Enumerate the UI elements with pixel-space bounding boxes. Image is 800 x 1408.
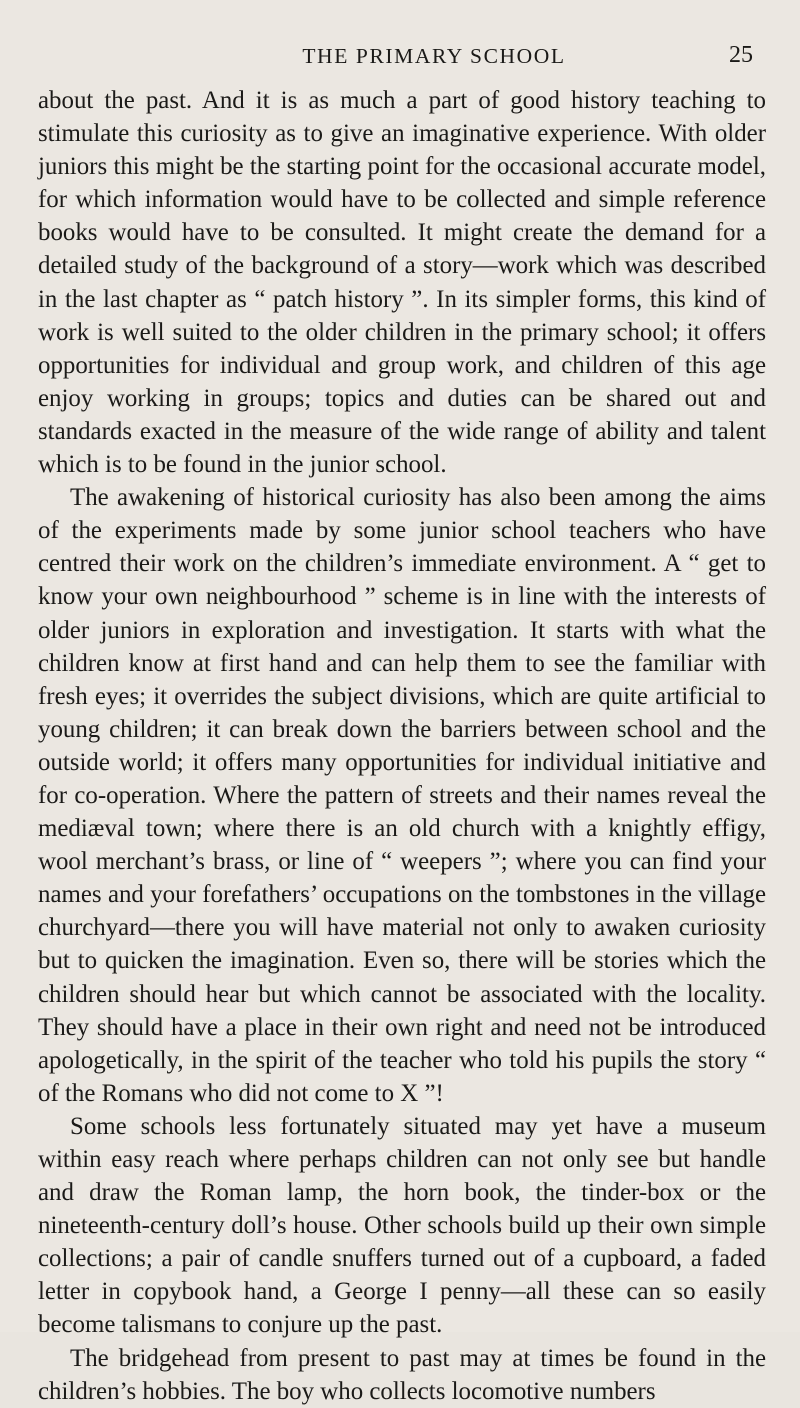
- paragraph-4: The bridgehead from present to past may at times be found in the children’s hobbies. The boy who collects locomotive numbers: [38, 1344, 766, 1405]
- page-number: 25: [729, 42, 753, 68]
- paragraph-3: Some schools less fortunately situated may yet have a museum within easy reach where perhaps children can not only see but handle and draw the Roman lamp, the horn book, the tinder-box or the nineteenth-century doll’s house. Other schools build up their own simple collections; a pair of candle snuffers turned out of a cupboard, a faded letter in copybook hand, a George I penny—all these can so easily become talismans to conjure up the past.: [38, 1112, 766, 1339]
- paragraph-1: about the past. And it is as much a part of good history teaching to stimulate this curiosity as to give an imaginative experience. With older juniors this might be the starting point for the occasional accurate model, for which information would have to be collected and simple reference books would have to be consulted. It might create the demand for a detailed study of the background of a story—work which was described in the last chapter as “ patch history ”. In its simpler forms, this kind of work is well suited to the older children in the primary school; it offers opportunities for individual and group work, and children of this age enjoy working in groups; topics and duties can be shared out and standards exacted in the measure of the wide range of ability and talent which is to be found in the junior school.: [38, 87, 766, 479]
- body-text: [38, 84, 766, 1408]
- running-head: THE PRIMARY SCHOOL: [302, 44, 566, 68]
- paragraph-2: The awakening of historical curiosity has also been among the aims of the experiments made by some junior school teachers who have centred their work on the children’s immediate environment. A “ get to know your own neighbourhood ” scheme is in line with the interests of older juniors in exploration and investigation. It starts with what the children know at first hand and can help them to see the familiar with fresh eyes; it overrides the subject divisions, which are quite artificial to young children; it can break down the barriers between school and the outside world; it offers many opportunities for individual initiative and for co-operation. Where the pattern of streets and their names reveal the mediæval town; where there is an old church with a knightly effigy, wool merchant’s brass, or line of “ weepers ”; where you can find your names and your forefathers’ occupations on the tombstones in the village churchyard—there you will have material not only to awaken curiosity but to quicken the imagination. Even so, there will be stories which the children should hear but which cannot be associated with the locality. They should have a place in their own right and need not be introduced apologetically, in the spirit of the teacher who told his pupils the story “ of the Romans who did not come to X ”!: [38, 484, 766, 1107]
